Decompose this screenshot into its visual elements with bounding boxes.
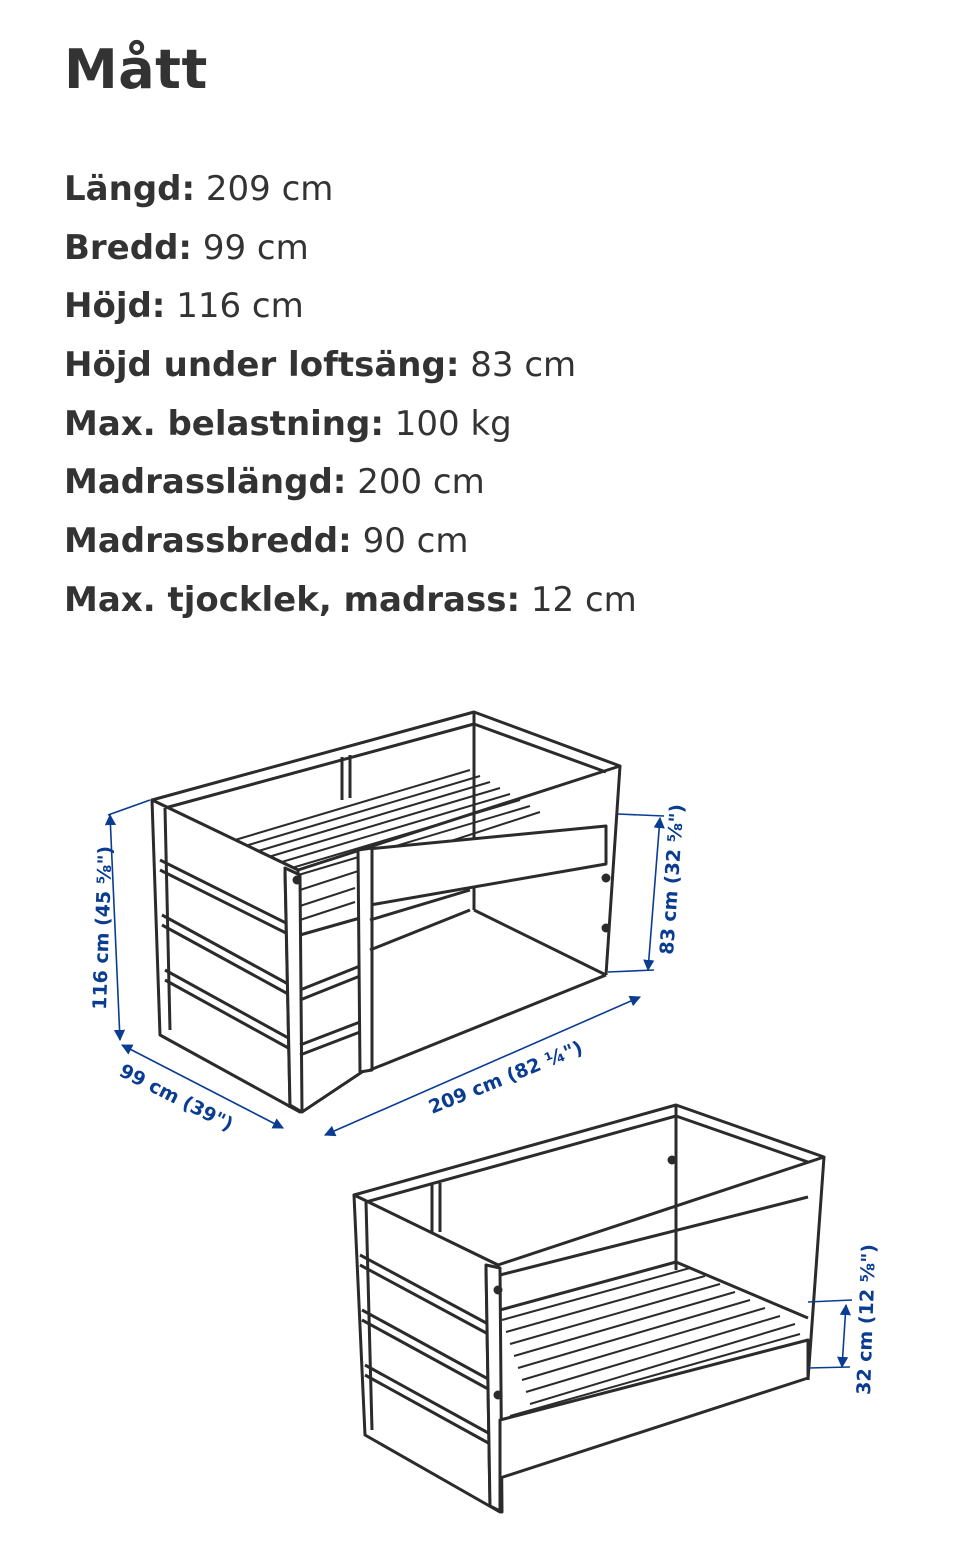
spec-row-width bbox=[64, 219, 637, 278]
dim-label-low-height: 32 cm (12 ⅝") bbox=[853, 1243, 881, 1396]
dim-label-total-height: 116 cm (45 ⅝") bbox=[89, 845, 117, 1011]
spec-value: 209 cm bbox=[205, 169, 334, 209]
spec-value: 99 cm bbox=[202, 227, 309, 268]
spec-value: 200 cm bbox=[357, 462, 485, 503]
page-title: Mått bbox=[64, 38, 208, 101]
spec-value: 100 kg bbox=[394, 403, 512, 444]
spec-row-mattress-length bbox=[64, 453, 637, 512]
bed-dimension-diagram bbox=[0, 640, 960, 1566]
spec-row-mattress-width bbox=[64, 512, 637, 571]
spec-value: 12 cm bbox=[530, 579, 637, 620]
low-bed-dimensions bbox=[808, 1300, 852, 1368]
spec-row-max-load bbox=[64, 395, 637, 454]
spec-value: 90 cm bbox=[362, 521, 469, 562]
spec-value: 83 cm bbox=[470, 345, 577, 386]
low-bed-drawing bbox=[354, 1105, 824, 1512]
spec-label: Max. tjocklek, madrass: bbox=[64, 579, 521, 620]
spec-label: Höjd under loftsäng: bbox=[64, 345, 460, 386]
spec-label: Bredd: bbox=[64, 227, 193, 268]
spec-label: Madrasslängd: bbox=[64, 462, 347, 503]
spec-row-height bbox=[64, 277, 637, 336]
spec-row-mattress-thickness bbox=[64, 571, 637, 630]
spec-label: Max. belastning: bbox=[64, 403, 384, 444]
spec-row-length bbox=[64, 160, 637, 219]
spec-row-height-under-loft bbox=[64, 336, 637, 395]
spec-label: Längd: bbox=[64, 169, 196, 209]
spec-value: 116 cm bbox=[176, 286, 304, 327]
spec-label: Madrassbredd: bbox=[64, 521, 352, 562]
dim-label-length: 209 cm (82 ¼") bbox=[425, 1036, 586, 1119]
dimension-list bbox=[64, 160, 637, 630]
spec-label: Höjd: bbox=[64, 286, 166, 327]
dim-label-height-under-loft: 83 cm (32 ⅝") bbox=[656, 803, 689, 956]
dim-label-width: 99 cm (39") bbox=[115, 1059, 237, 1136]
